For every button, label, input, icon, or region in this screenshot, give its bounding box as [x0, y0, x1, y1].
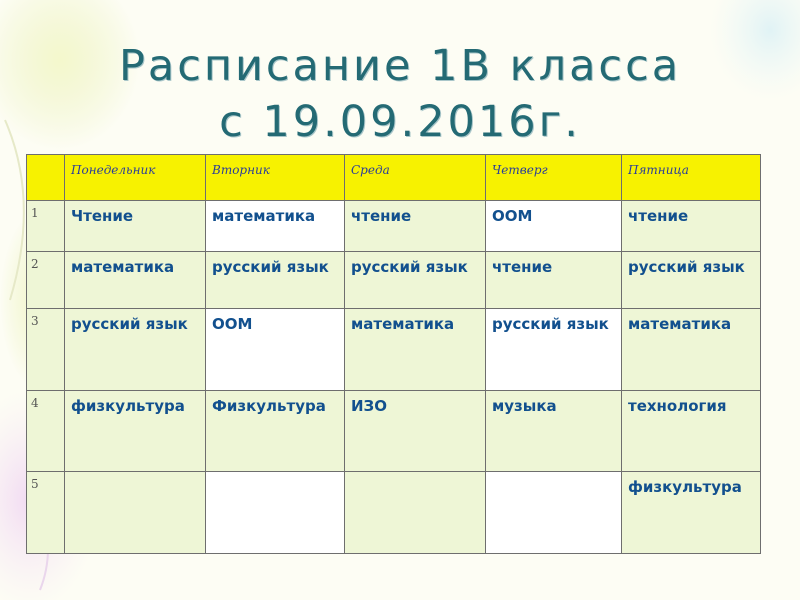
table-cell: математика: [622, 309, 761, 391]
table-cell: русский язык: [206, 252, 345, 309]
page-title: Расписание 1В класса: [118, 41, 682, 91]
table-cell: ООМ: [206, 309, 345, 391]
header-tuesday: Вторник: [206, 155, 345, 201]
header-thursday: Четверг: [486, 155, 622, 201]
table-cell: чтение: [345, 201, 486, 252]
table-row: [27, 252, 761, 309]
lesson-number: 4: [27, 390, 65, 472]
header-friday: Пятница: [622, 155, 761, 201]
table-cell: [486, 472, 622, 554]
lesson-number: 2: [27, 252, 65, 309]
header-monday: Понедельник: [65, 155, 206, 201]
table-cell: [65, 472, 206, 554]
table-cell: русский язык: [345, 252, 486, 309]
header-corner: [27, 155, 65, 201]
table-cell: математика: [206, 201, 345, 252]
lesson-number: 5: [27, 472, 65, 554]
header-wednesday: Среда: [345, 155, 486, 201]
page-subtitle: с 19.09.2016г.: [219, 97, 581, 147]
schedule-table: [26, 154, 761, 554]
table-cell: русский язык: [622, 252, 761, 309]
table-cell: ООМ: [486, 201, 622, 252]
table-cell: физкультура: [65, 390, 206, 472]
table-header-row: [27, 155, 761, 201]
table-cell: русский язык: [65, 309, 206, 391]
table-cell: Чтение: [65, 201, 206, 252]
table-cell: [345, 472, 486, 554]
lesson-number: 3: [27, 309, 65, 391]
table-cell: ИЗО: [345, 390, 486, 472]
table-cell: математика: [65, 252, 206, 309]
lesson-number: 1: [27, 201, 65, 252]
table-cell: математика: [345, 309, 486, 391]
table-cell: технология: [622, 390, 761, 472]
table-cell: физкультура: [622, 472, 761, 554]
table-row: [27, 472, 761, 554]
table-cell: русский язык: [486, 309, 622, 391]
table-cell: [206, 472, 345, 554]
table-cell: чтение: [486, 252, 622, 309]
table-row: [27, 390, 761, 472]
table-cell: Физкультура: [206, 390, 345, 472]
table-cell: чтение: [622, 201, 761, 252]
table-row: [27, 201, 761, 252]
table-cell: музыка: [486, 390, 622, 472]
table-row: [27, 309, 761, 391]
